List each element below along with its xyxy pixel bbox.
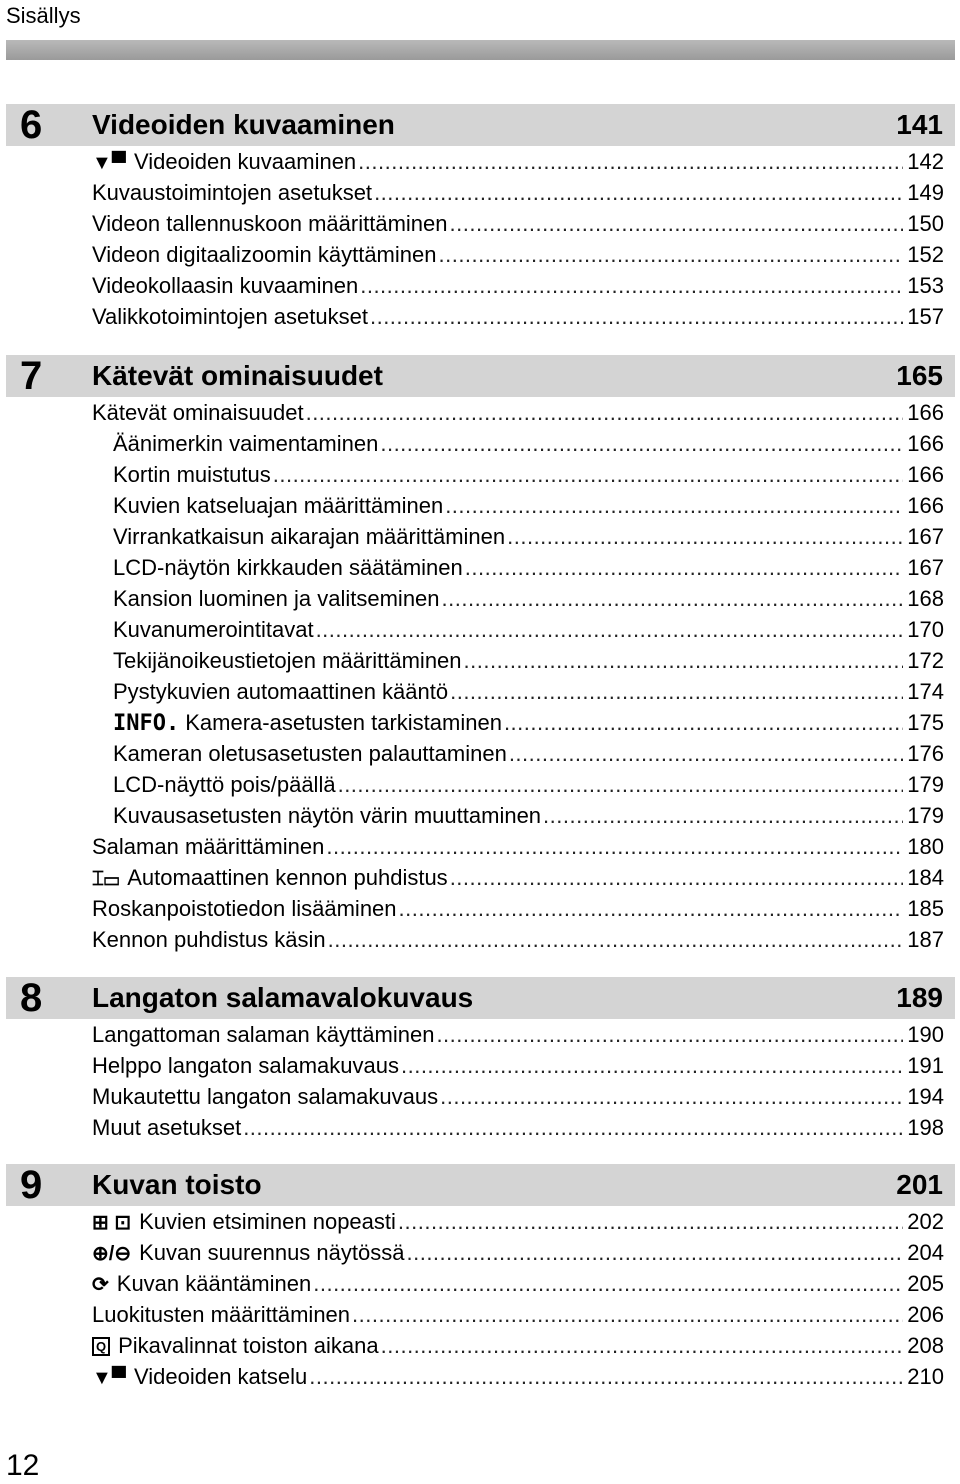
toc-entry-text: Videon digitaalizoomin käyttäminen <box>92 242 437 267</box>
toc-entry-label <box>92 239 436 270</box>
toc-entry[interactable] <box>92 1081 944 1112</box>
toc-entry-page: 166 <box>907 400 944 425</box>
toc-entry-page: 179 <box>907 772 944 797</box>
toc-entry-text: Pystykuvien automaattinen kääntö <box>113 679 449 704</box>
toc-entry-page: 204 <box>907 1240 944 1265</box>
toc-entry-label <box>113 738 507 769</box>
toc-entry-label <box>113 645 462 676</box>
toc-entry[interactable] <box>92 1299 944 1330</box>
dot-leader <box>509 738 903 769</box>
dot-leader <box>504 707 903 738</box>
toc-entry-page: 185 <box>907 896 944 921</box>
toc-entry-label <box>92 1299 350 1330</box>
toc-entry-text: Luokitusten määrittäminen <box>92 1302 351 1327</box>
toc-entry-label <box>92 301 368 332</box>
dot-leader <box>398 1206 903 1237</box>
toc-entry-label <box>92 1268 311 1301</box>
chapter-number: 7 <box>20 354 43 398</box>
dot-leader <box>326 831 903 862</box>
toc-entry-page: 202 <box>907 1209 944 1234</box>
toc-entry[interactable] <box>92 1268 944 1299</box>
dot-leader <box>360 270 903 301</box>
page-number: 12 <box>6 1449 40 1482</box>
toc-entry[interactable] <box>92 893 944 924</box>
toc-entry-label <box>92 1112 241 1143</box>
toc-entry-page: 172 <box>907 648 944 673</box>
toc-entry-page: 206 <box>907 1302 944 1327</box>
toc-entry-page: 142 <box>907 149 944 174</box>
toc-entry-page: 187 <box>907 927 944 952</box>
toc-entry-page: 180 <box>907 834 944 859</box>
toc-entry-label <box>92 1019 434 1050</box>
dot-leader <box>450 676 903 707</box>
toc-entry[interactable] <box>113 521 944 552</box>
toc-entry-page: 194 <box>907 1084 944 1109</box>
toc-entry[interactable] <box>92 831 944 862</box>
toc-entry-page: 153 <box>907 273 944 298</box>
chapter-title: Videoiden kuvaaminen <box>92 109 395 140</box>
toc-entry[interactable] <box>92 208 944 239</box>
toc-entry-label <box>113 428 378 459</box>
toc-entry-page: 208 <box>907 1333 944 1358</box>
toc-entry-label <box>113 769 336 800</box>
dot-leader <box>316 614 904 645</box>
toc-entry-text: Muut asetukset <box>92 1115 242 1140</box>
sensor-cleaning-icon: ⌶▭ <box>92 868 120 890</box>
toc-entry[interactable] <box>92 1019 944 1050</box>
toc-entry-page: 174 <box>907 679 944 704</box>
dot-leader <box>380 428 903 459</box>
toc-entry[interactable] <box>113 769 944 800</box>
toc-entry[interactable] <box>92 1361 944 1392</box>
toc-entry-label <box>113 800 541 831</box>
toc-entry-label <box>113 614 314 645</box>
toc-entry-text: Videoiden katselu <box>133 1364 308 1389</box>
magnify-icon: ⊕/⊖ <box>92 1243 132 1265</box>
dot-leader <box>328 924 904 955</box>
toc-entry-page: 179 <box>907 803 944 828</box>
dot-leader <box>406 1237 903 1268</box>
index-jump-icon: ⊞ ⊡ <box>92 1212 132 1234</box>
toc-entry-label <box>92 831 324 862</box>
toc-entry-label <box>92 1330 379 1361</box>
dot-leader <box>464 645 904 676</box>
toc-entry-label <box>92 1237 404 1270</box>
toc-entry-page: 191 <box>907 1053 944 1078</box>
toc-entry-page: 205 <box>907 1271 944 1296</box>
toc-entry-text: Kameran oletusasetusten palauttaminen <box>113 741 507 766</box>
toc-entry-label <box>92 1206 396 1239</box>
toc-entry-label <box>113 552 463 583</box>
toc-entry-text: Automaattinen kennon puhdistus <box>127 865 448 890</box>
toc-entry-page: 198 <box>907 1115 944 1140</box>
toc-entry-page: 150 <box>907 211 944 236</box>
chapter-page: 141 <box>896 109 943 140</box>
chapter-heading[interactable] <box>6 977 955 1019</box>
dot-leader <box>313 1268 903 1299</box>
toc-entry-page: 210 <box>907 1364 944 1389</box>
toc-entry-label <box>113 490 443 521</box>
dot-leader <box>440 1081 903 1112</box>
running-head: Sisällys <box>6 3 81 28</box>
toc-entry[interactable] <box>92 177 944 208</box>
chapter-heading[interactable] <box>6 104 955 146</box>
toc-entry-text: Kuvien etsiminen nopeasti <box>139 1209 396 1234</box>
toc-entry-text: Valikkotoimintojen asetukset <box>92 304 368 329</box>
toc-entry[interactable] <box>92 397 944 428</box>
toc-entry[interactable] <box>92 1237 944 1268</box>
toc-entry[interactable] <box>113 552 944 583</box>
dot-leader <box>436 1019 903 1050</box>
toc-entry-text: Kennon puhdistus käsin <box>92 927 326 952</box>
toc-entry-text: Kuvan kääntäminen <box>116 1271 312 1296</box>
toc-entry-text: Äänimerkin vaimentaminen <box>113 431 379 456</box>
toc-entry[interactable] <box>113 738 944 769</box>
toc-entry[interactable] <box>92 924 944 955</box>
toc-entry-text: Kansion luominen ja valitseminen <box>113 586 440 611</box>
toc-entry-text: Kortin muistutus <box>113 462 271 487</box>
toc-entry-text: Kuvien katseluajan määrittäminen <box>113 493 444 518</box>
dot-leader <box>401 1050 903 1081</box>
toc-entry-label <box>92 208 448 239</box>
toc-entry-text: LCD-näytön kirkkauden säätäminen <box>113 555 463 580</box>
toc-entry-label <box>92 893 397 924</box>
toc-entry-text: Kuvan suurennus näytössä <box>139 1240 405 1265</box>
toc-entry-label <box>113 521 505 552</box>
chapter-title: Langaton salamavalokuvaus <box>92 982 474 1013</box>
toc-entry[interactable] <box>92 1206 944 1237</box>
dot-leader <box>450 208 904 239</box>
dot-leader <box>381 1330 904 1361</box>
toc-entry-text: Langattoman salaman käyttäminen <box>92 1022 435 1047</box>
toc-entry-page: 190 <box>907 1022 944 1047</box>
toc-entry-label <box>92 270 358 301</box>
toc-entry-text: Tekijänoikeustietojen määrittäminen <box>113 648 462 673</box>
toc-entry-page: 152 <box>907 242 944 267</box>
dot-leader <box>243 1112 903 1143</box>
toc-entry-label <box>92 1050 399 1081</box>
toc-entry[interactable] <box>92 270 944 301</box>
dot-leader <box>352 1299 903 1330</box>
toc-entry-page: 166 <box>907 462 944 487</box>
toc-entry-text: LCD-näyttö pois/päällä <box>113 772 336 797</box>
toc-entry[interactable] <box>92 301 944 332</box>
dot-leader <box>543 800 903 831</box>
dot-leader <box>507 521 903 552</box>
toc-entry-text: Kuvanumerointitavat <box>113 617 314 642</box>
toc-entry-page: 175 <box>907 710 944 735</box>
toc-entry-label <box>92 862 448 895</box>
chapter-page: 165 <box>896 360 943 391</box>
dot-leader <box>442 583 904 614</box>
toc-entry-text: Virrankatkaisun aikarajan määrittäminen <box>113 524 506 549</box>
toc-entry-text: Videon tallennuskoon määrittäminen <box>92 211 448 236</box>
toc-entry[interactable] <box>113 707 944 738</box>
toc-entry[interactable] <box>92 1050 944 1081</box>
toc-entry-text: Kamera-asetusten tarkistaminen <box>185 710 502 735</box>
toc-entry-page: 166 <box>907 493 944 518</box>
toc-entry-label <box>113 583 440 614</box>
chapter-heading[interactable] <box>6 355 955 397</box>
toc-entry[interactable] <box>113 676 944 707</box>
toc-entry[interactable] <box>92 1112 944 1143</box>
toc-entry-text: Kuvaustoimintojen asetukset <box>92 180 373 205</box>
dot-leader <box>358 146 903 177</box>
info-icon: INFO. <box>113 711 180 736</box>
toc-entry-text: Roskanpoistotiedon lisääminen <box>92 896 397 921</box>
toc-entry[interactable] <box>113 428 944 459</box>
chapter-number: 9 <box>20 1163 43 1207</box>
toc-entry-page: 167 <box>907 555 944 580</box>
video-camera-icon: ▼▀ <box>92 152 126 174</box>
toc-entry-page: 168 <box>907 586 944 611</box>
chapter-number: 6 <box>20 103 43 147</box>
toc-entry-text: Mukautettu langaton salamakuvaus <box>92 1084 439 1109</box>
toc-entry[interactable] <box>92 239 944 270</box>
rotate-icon: ⟳ <box>92 1274 109 1296</box>
toc-entry-label <box>92 177 372 208</box>
toc-entry[interactable] <box>113 645 944 676</box>
dot-leader <box>306 397 904 428</box>
chapter-number: 8 <box>20 976 43 1020</box>
toc-entry-page: 170 <box>907 617 944 642</box>
dot-leader <box>374 177 903 208</box>
toc-entry-label <box>92 924 326 955</box>
toc-entry-label <box>92 1081 438 1112</box>
dot-leader <box>338 769 904 800</box>
toc-entry-label <box>92 1361 307 1394</box>
toc-entry-label <box>92 146 356 179</box>
toc-entry[interactable] <box>113 614 944 645</box>
toc-entry-text: Kätevät ominaisuudet <box>92 400 304 425</box>
toc-entry-label <box>113 459 271 490</box>
quick-control-icon: Q <box>92 1337 110 1356</box>
header-rule <box>6 40 955 60</box>
dot-leader <box>309 1361 903 1392</box>
dot-leader <box>370 301 903 332</box>
toc-entry-label <box>92 397 304 428</box>
chapter-page: 189 <box>896 982 943 1013</box>
toc-entry[interactable] <box>113 490 944 521</box>
toc-entry-text: Videokollaasin kuvaaminen <box>92 273 359 298</box>
dot-leader <box>273 459 904 490</box>
chapter-title: Kätevät ominaisuudet <box>92 360 383 391</box>
dot-leader <box>465 552 904 583</box>
toc-entry-page: 167 <box>907 524 944 549</box>
toc-entry-page: 184 <box>907 865 944 890</box>
chapter-title: Kuvan toisto <box>92 1169 262 1200</box>
toc-entry[interactable] <box>92 146 944 177</box>
toc-entry[interactable] <box>113 800 944 831</box>
dot-leader <box>450 862 904 893</box>
toc-entry-label <box>113 676 448 707</box>
chapter-page: 201 <box>896 1169 943 1200</box>
toc-entry[interactable] <box>92 862 944 893</box>
dot-leader <box>438 239 903 270</box>
toc-entry[interactable] <box>92 1330 944 1361</box>
dot-leader <box>445 490 903 521</box>
toc-entry-text: Videoiden kuvaaminen <box>133 149 357 174</box>
toc-entry-text: Salaman määrittäminen <box>92 834 325 859</box>
toc-entry-page: 157 <box>907 304 944 329</box>
toc-entry-text: Pikavalinnat toiston aikana <box>118 1333 379 1358</box>
toc-entry-page: 176 <box>907 741 944 766</box>
toc-entry[interactable] <box>113 583 944 614</box>
toc-entry[interactable] <box>113 459 944 490</box>
toc-entry-text: Helppo langaton salamakuvaus <box>92 1053 399 1078</box>
chapter-heading[interactable] <box>6 1164 955 1206</box>
dot-leader <box>399 893 904 924</box>
video-camera-icon: ▼▀ <box>92 1367 126 1389</box>
toc-entry-page: 149 <box>907 180 944 205</box>
toc-entry-label <box>113 707 502 739</box>
toc-entry-page: 166 <box>907 431 944 456</box>
toc-entry-text: Kuvausasetusten näytön värin muuttaminen <box>113 803 542 828</box>
